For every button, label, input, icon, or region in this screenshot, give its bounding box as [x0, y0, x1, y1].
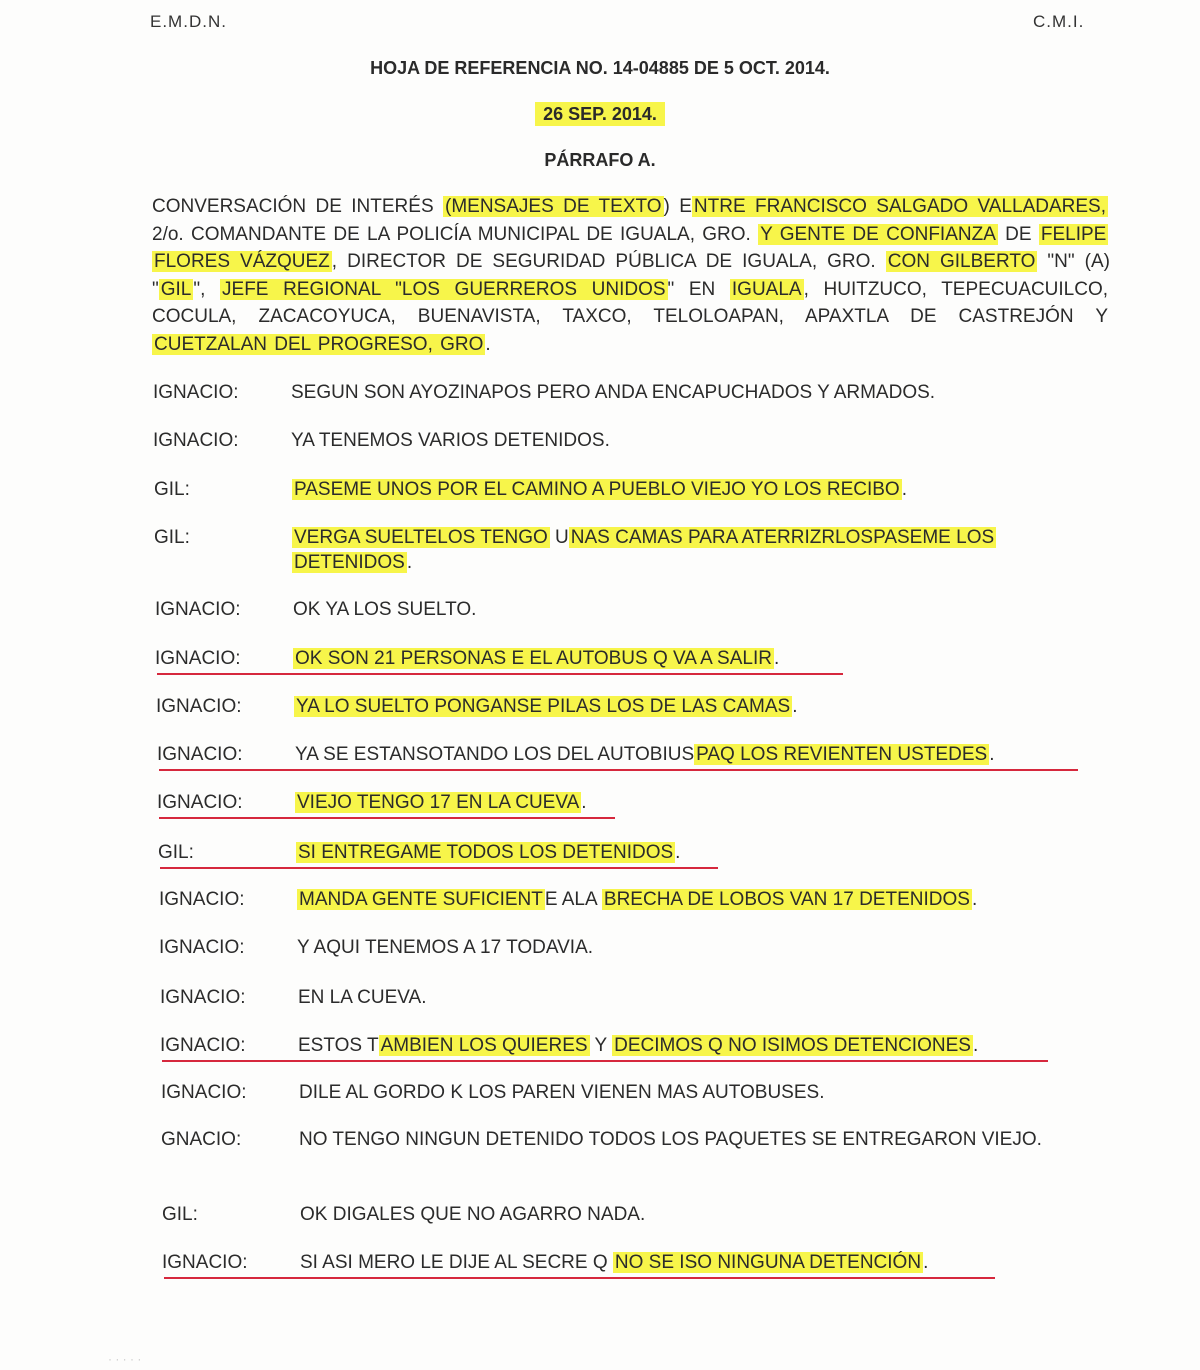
highlighted-text: YA LO SUELTO PONGANSE PILAS LOS DE LAS CAMAS [296, 696, 791, 717]
message-row [160, 985, 1110, 1010]
message-row [157, 742, 1107, 767]
message-row [157, 790, 1107, 815]
message-row [155, 597, 1105, 622]
body-text: , HUITZUCO, TEPECUACUILCO, COCULA, ZACACOYUCA, BUENAVISTA, TAXCO, TELOLOAPAN, APAXTLA DE CASTREJÓN Y [152, 278, 1109, 327]
message-text [300, 1250, 1112, 1275]
message-row [159, 887, 1109, 912]
highlighted-text: DECIMOS Q NO ISIMOS DETENCIONES [614, 1035, 971, 1056]
message-text [293, 597, 1105, 622]
body-text: . [989, 744, 995, 765]
speaker-label: GIL: [154, 479, 190, 500]
message-row [161, 1080, 1111, 1105]
speaker-label: IGNACIO: [162, 1252, 248, 1273]
highlighted-text: SI ENTREGAME TODOS LOS DETENIDOS [298, 842, 674, 863]
message-text [300, 1202, 1112, 1227]
highlighted-text: NAS CAMAS PARA ATERRIZRLOSPASEME LOS DETENIDOS [294, 527, 995, 573]
message-row [161, 1127, 1111, 1152]
body-text: SI ASI MERO LE DIJE AL SECRE Q [300, 1252, 613, 1273]
body-text: DE [997, 223, 1039, 245]
highlighted-text: GIL [160, 278, 192, 300]
message-text [292, 477, 1104, 502]
speaker-label: IGNACIO: [160, 987, 246, 1008]
highlighted-text: OK SON 21 PERSONAS E EL AUTOBUS Q VA A SALIR [295, 648, 772, 669]
highlighted-text: PASEME UNOS POR EL CAMINO A PUEBLO VIEJO YO LOS RECIBO [294, 479, 900, 500]
header-right-acronym: C.M.I. [1033, 12, 1085, 31]
highlighted-text: MANDA GENTE SUFICIENT [299, 889, 543, 910]
message-row [153, 380, 1103, 405]
body-text: . [972, 1035, 979, 1056]
red-underline [159, 769, 1078, 771]
message-row [154, 477, 1104, 502]
speaker-label: IGNACIO: [153, 382, 239, 403]
header-left-acronym: E.M.D.N. [150, 12, 227, 31]
highlighted-text: BRECHA DE LOBOS VAN 17 DETENIDOS [603, 889, 970, 910]
message-text [299, 1080, 1111, 1105]
message-text [293, 646, 1105, 671]
message-row [156, 694, 1106, 719]
body-text: SEGUN SON AYOZINAPOS PERO ANDA ENCAPUCHADOS Y ARMADOS. [291, 382, 936, 403]
body-text: ESTOS T [298, 1035, 379, 1056]
highlighted-text: Y GENTE DE CONFIANZA [760, 223, 996, 245]
highlighted-text: IGUALA [731, 278, 802, 300]
body-text: U [549, 527, 569, 548]
message-row [154, 525, 1104, 575]
speaker-label: GIL: [162, 1204, 198, 1225]
body-text: , DIRECTOR DE SEGURIDAD PÚBLICA DE IGUALA, GRO. [331, 251, 886, 272]
message-text [299, 1127, 1111, 1152]
intro-paragraph [152, 193, 1108, 358]
body-text: EN LA CUEVA. [298, 987, 427, 1008]
highlighted-text: CON GILBERTO [887, 251, 1036, 272]
body-text: . [581, 792, 587, 813]
document-date [0, 104, 1200, 125]
highlighted-text: NTRE FRANCISCO SALGADO VALLADARES, [693, 196, 1106, 217]
message-text [297, 935, 1109, 960]
section-heading: PÁRRAFO A. [544, 150, 656, 170]
red-underline [164, 1277, 995, 1279]
highlighted-text: PAQ LOS REVIENTEN USTEDES [696, 744, 988, 765]
body-text: YA TENEMOS VARIOS DETENIDOS. [291, 430, 610, 451]
speaker-label: IGNACIO: [156, 696, 242, 717]
message-row [162, 1202, 1112, 1227]
speaker-label: IGNACIO: [155, 599, 241, 620]
reference-title: HOJA DE REFERENCIA NO. 14-04885 DE 5 OCT. 2014. [370, 58, 830, 78]
message-row [158, 840, 1108, 865]
highlighted-text: FELIPE FLORES VÁZQUEZ [154, 223, 1107, 272]
body-text: OK DIGALES QUE NO AGARRO NADA. [300, 1204, 646, 1225]
speaker-label: IGNACIO: [153, 430, 239, 451]
speaker-label: IGNACIO: [160, 1035, 246, 1056]
speaker-label: IGNACIO: [155, 648, 241, 669]
red-underline [157, 673, 843, 675]
message-text [295, 742, 1107, 767]
highlighted-text: (MENSAJES DE TEXTO [445, 196, 662, 217]
message-row [153, 428, 1103, 453]
body-text: . [923, 1252, 929, 1273]
speaker-label: IGNACIO: [159, 937, 245, 958]
speaker-label: GIL: [158, 842, 194, 863]
speaker-label: IGNACIO: [157, 792, 243, 813]
red-underline [162, 1060, 1048, 1062]
body-text: . [406, 552, 413, 573]
body-text: Y AQUI TENEMOS A 17 TODAVIA. [297, 937, 594, 958]
body-text: DILE AL GORDO K LOS PAREN VIENEN MAS AUTOBUSES. [299, 1082, 825, 1103]
red-underline [160, 867, 718, 869]
speaker-label: IGNACIO: [159, 889, 245, 910]
message-row [155, 646, 1105, 671]
message-text [295, 790, 1107, 815]
body-text: . [901, 479, 907, 500]
body-text: . [971, 889, 978, 910]
speaker-label: GNACIO: [161, 1129, 242, 1150]
message-row [160, 1033, 1110, 1058]
message-text [291, 380, 1103, 405]
message-text [294, 694, 1106, 719]
highlighted-text: VERGA SUELTELOS TENGO [294, 527, 548, 548]
speaker-label: GIL: [154, 527, 190, 548]
body-text: NO TENGO NINGUN DETENIDO TODOS LOS PAQUETES SE ENTREGARON VIEJO. [299, 1129, 1042, 1150]
message-text [291, 428, 1103, 453]
message-row [159, 935, 1109, 960]
red-underline [159, 817, 615, 819]
highlighted-text: CUETZALAN DEL PROGRESO, GRO [154, 333, 484, 355]
body-text: ", [193, 278, 221, 300]
body-text: E ALA [544, 889, 602, 910]
body-text: . [675, 842, 681, 863]
body-text: . [792, 696, 798, 717]
body-text: OK YA LOS SUELTO. [293, 599, 477, 620]
body-text: . [773, 648, 780, 669]
body-text: YA SE ESTANSOTANDO LOS DEL AUTOBIUS [295, 744, 695, 765]
message-text [298, 985, 1110, 1010]
highlighted-text: AMBIEN LOS QUIERES [380, 1035, 588, 1056]
body-text: . [485, 333, 491, 355]
highlighted-text: JEFE REGIONAL "LOS GUERREROS UNIDOS [222, 278, 666, 300]
message-row [162, 1250, 1112, 1275]
date-highlight: 26 SEP. 2014. [535, 102, 665, 126]
body-text: Y [589, 1035, 613, 1056]
message-text [298, 1033, 1110, 1058]
speaker-label: IGNACIO: [161, 1082, 247, 1103]
message-text [296, 840, 1108, 865]
message-text [292, 525, 1104, 575]
highlighted-text: VIEJO TENGO 17 EN LA CUEVA [297, 792, 580, 813]
speaker-label: IGNACIO: [157, 744, 243, 765]
body-text: ) E [663, 196, 692, 217]
body-text: " EN [667, 278, 730, 300]
body-text: CONVERSACIÓN DE INTERÉS [152, 196, 443, 217]
body-text: 2/o. COMANDANTE DE LA POLICÍA MUNICIPAL DE IGUALA, GRO. [152, 223, 759, 245]
body-text: "N" (A) " [152, 251, 1110, 300]
message-text [297, 887, 1109, 912]
scan-artifact: · · · · · [108, 1352, 142, 1366]
highlighted-text: NO SE ISO NINGUNA DETENCIÓN [614, 1252, 922, 1273]
